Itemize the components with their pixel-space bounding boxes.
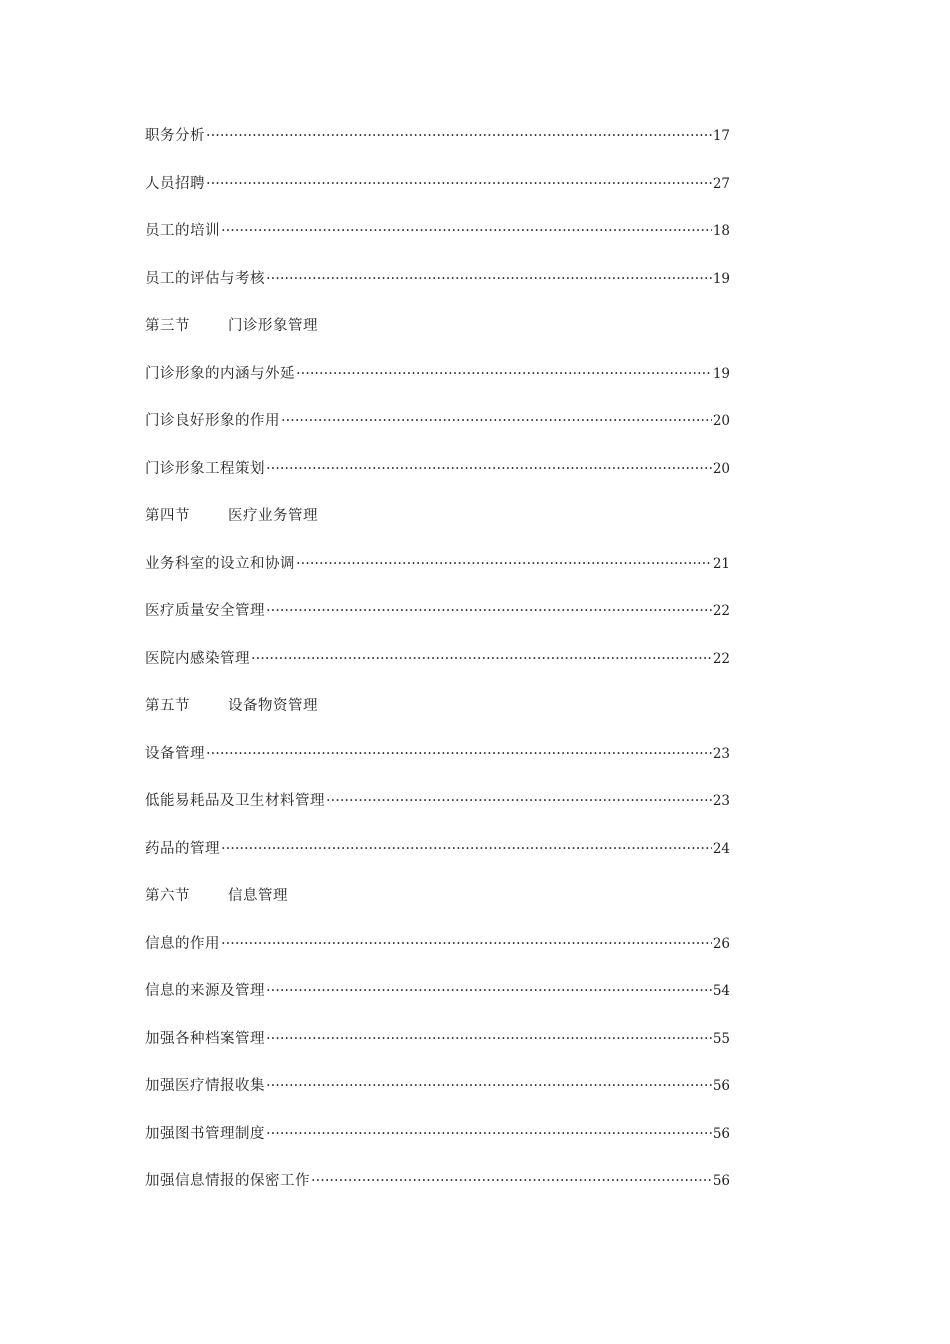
dot-leader (266, 269, 712, 289)
toc-entry (145, 269, 730, 317)
entry-title: 加强图书管理制度 (145, 1125, 265, 1142)
toc-entry (145, 174, 730, 222)
entry-page-number: 19 (712, 365, 730, 382)
entry-page-number: 55 (712, 1030, 730, 1047)
dot-leader (281, 411, 712, 431)
entry-title: 医院内感染管理 (145, 650, 250, 667)
toc-entry (145, 791, 730, 839)
toc-entry (145, 744, 730, 792)
toc-entry (145, 554, 730, 602)
dot-leader (266, 981, 712, 1001)
toc-entry (145, 649, 730, 697)
dot-leader (296, 554, 712, 574)
entry-page-number: 56 (712, 1125, 730, 1142)
toc-section-heading (145, 886, 730, 934)
entry-title: 药品的管理 (145, 840, 220, 857)
toc-entry (145, 221, 730, 269)
entry-title: 门诊形象的内涵与外延 (145, 365, 295, 382)
toc-section-heading (145, 316, 730, 364)
dot-leader (266, 1124, 712, 1144)
toc-entry (145, 1124, 730, 1172)
section-title: 设备物资管理 (228, 698, 318, 714)
dot-leader (221, 934, 712, 954)
section-number: 第三节 (145, 318, 190, 334)
toc-entry (145, 601, 730, 649)
entry-title: 职务分析 (145, 128, 205, 144)
entry-page-number: 20 (712, 413, 730, 429)
dot-leader (221, 221, 712, 241)
dot-leader (206, 126, 712, 146)
dot-leader (311, 1171, 712, 1191)
dot-leader (266, 1029, 712, 1049)
entry-page-number: 21 (712, 555, 730, 572)
toc-entry (145, 934, 730, 982)
entry-page-number: 22 (712, 650, 730, 667)
dot-leader (266, 1076, 712, 1096)
entry-page-number: 19 (712, 270, 730, 287)
dot-leader (266, 459, 712, 479)
entry-page-number: 56 (712, 1173, 730, 1189)
toc-entry (145, 839, 730, 887)
section-title: 医疗业务管理 (228, 508, 318, 524)
toc-entry (145, 1171, 730, 1219)
entry-page-number: 22 (712, 603, 730, 619)
toc-entry (145, 364, 730, 412)
entry-page-number: 26 (712, 935, 730, 952)
entry-page-number: 23 (712, 793, 730, 809)
dot-leader (296, 364, 712, 384)
entry-title: 业务科室的设立和协调 (145, 555, 295, 572)
table-of-contents (145, 126, 730, 1219)
entry-title: 医疗质量安全管理 (145, 603, 265, 619)
dot-leader (251, 649, 712, 669)
entry-page-number: 17 (712, 128, 730, 144)
section-number: 第五节 (145, 698, 190, 714)
section-number: 第四节 (145, 508, 190, 524)
entry-page-number: 27 (712, 175, 730, 192)
section-number: 第六节 (145, 888, 190, 904)
entry-title: 门诊形象工程策划 (145, 460, 265, 477)
toc-entry (145, 459, 730, 507)
dot-leader (221, 839, 712, 859)
dot-leader (266, 601, 712, 621)
dot-leader (326, 791, 712, 811)
section-title: 门诊形象管理 (228, 318, 318, 334)
entry-title: 设备管理 (145, 745, 205, 762)
entry-title: 低能易耗品及卫生材料管理 (145, 793, 325, 809)
dot-leader (206, 744, 712, 764)
toc-entry (145, 1029, 730, 1077)
entry-title: 加强各种档案管理 (145, 1030, 265, 1047)
toc-entry (145, 981, 730, 1029)
entry-title: 人员招聘 (145, 175, 205, 192)
entry-page-number: 18 (712, 223, 730, 239)
entry-title: 员工的评估与考核 (145, 270, 265, 287)
entry-title: 信息的来源及管理 (145, 983, 265, 999)
entry-title: 加强医疗情报收集 (145, 1078, 265, 1094)
entry-title: 信息的作用 (145, 935, 220, 952)
entry-page-number: 24 (712, 840, 730, 857)
toc-entry (145, 411, 730, 459)
dot-leader (206, 174, 712, 194)
section-title: 信息管理 (228, 888, 288, 904)
entry-title: 员工的培训 (145, 223, 220, 239)
toc-section-heading (145, 506, 730, 554)
toc-section-heading (145, 696, 730, 744)
toc-entry (145, 1076, 730, 1124)
entry-page-number: 54 (712, 983, 730, 999)
entry-title: 门诊良好形象的作用 (145, 413, 280, 429)
toc-entry (145, 126, 730, 174)
entry-title: 加强信息情报的保密工作 (145, 1173, 310, 1189)
entry-page-number: 23 (712, 745, 730, 762)
entry-page-number: 20 (712, 460, 730, 477)
entry-page-number: 56 (712, 1078, 730, 1094)
